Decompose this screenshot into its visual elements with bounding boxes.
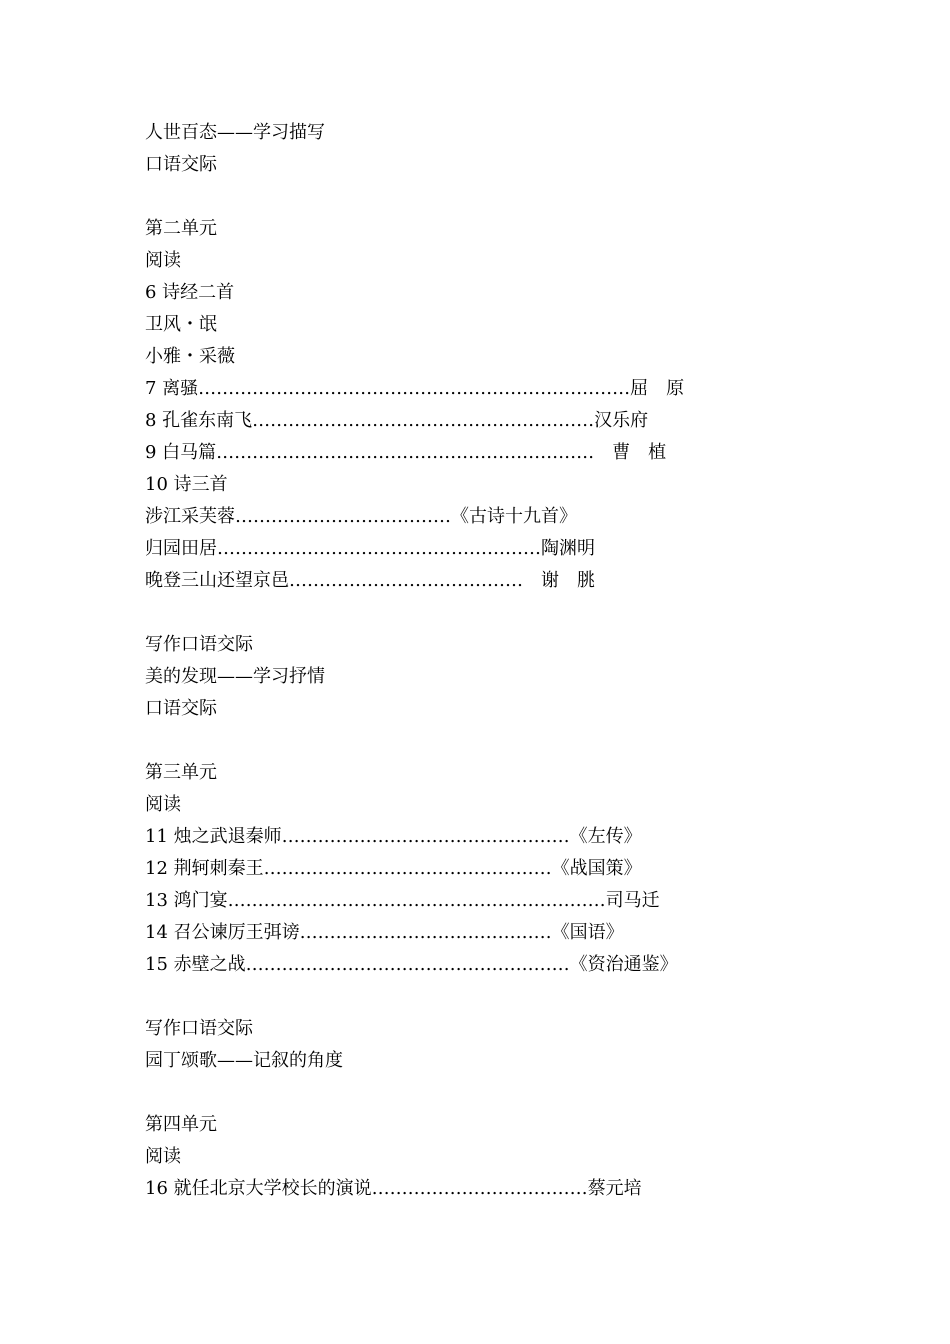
- blank-line: [145, 981, 845, 1013]
- toc-line: 园丁颂歌——记叙的角度: [145, 1050, 343, 1071]
- blank-line: [145, 1077, 845, 1109]
- section-label: 写作口语交际: [145, 1018, 253, 1039]
- blank-line: [145, 597, 845, 629]
- toc-entry: 晚登三山还望京邑………………………………… 谢 朓: [145, 570, 595, 591]
- toc-line: 口语交际: [145, 154, 217, 175]
- toc-entry: 11 烛之武退秦师…………………………………………《左传》: [145, 826, 642, 847]
- toc-entry: 归园田居………………………………………………陶渊明: [145, 538, 595, 559]
- toc-entry: 涉江采芙蓉………………………………《古诗十九首》: [145, 506, 577, 527]
- toc-entry: 9 白马篇……………………………………………………… 曹 植: [145, 442, 667, 463]
- unit-heading: 第四单元: [145, 1114, 217, 1135]
- toc-line: 口语交际: [145, 698, 217, 719]
- toc-line: 10 诗三首: [145, 474, 228, 495]
- unit-heading: 第三单元: [145, 762, 217, 783]
- toc-line: 美的发现——学习抒情: [145, 666, 325, 687]
- toc-line: 小雅・采薇: [145, 346, 235, 367]
- toc-entry: 16 就任北京大学校长的演说………………………………蔡元培: [145, 1178, 642, 1199]
- toc-entry: 15 赤壁之战………………………………………………《资治通鉴》: [145, 954, 678, 975]
- section-label: 阅读: [145, 1146, 181, 1167]
- toc-entry: 14 召公谏厉王弭谤……………………………………《国语》: [145, 922, 624, 943]
- toc-line: 人世百态——学习描写: [145, 122, 325, 143]
- blank-line: [145, 725, 845, 757]
- toc-line: 卫风・氓: [145, 314, 217, 335]
- section-label: 阅读: [145, 250, 181, 271]
- section-label: 阅读: [145, 794, 181, 815]
- unit-heading: 第二单元: [145, 218, 217, 239]
- toc-entry: 12 荆轲刺秦王…………………………………………《战国策》: [145, 858, 642, 879]
- section-label: 写作口语交际: [145, 634, 253, 655]
- table-of-contents: [145, 117, 845, 1205]
- toc-entry: 7 离骚………………………………………………………………屈 原: [145, 378, 685, 399]
- toc-line: 6 诗经二首: [145, 282, 235, 303]
- blank-line: [145, 181, 845, 213]
- toc-entry: 8 孔雀东南飞…………………………………………………汉乐府: [145, 410, 649, 431]
- toc-entry: 13 鸿门宴………………………………………………………司马迁: [145, 890, 660, 911]
